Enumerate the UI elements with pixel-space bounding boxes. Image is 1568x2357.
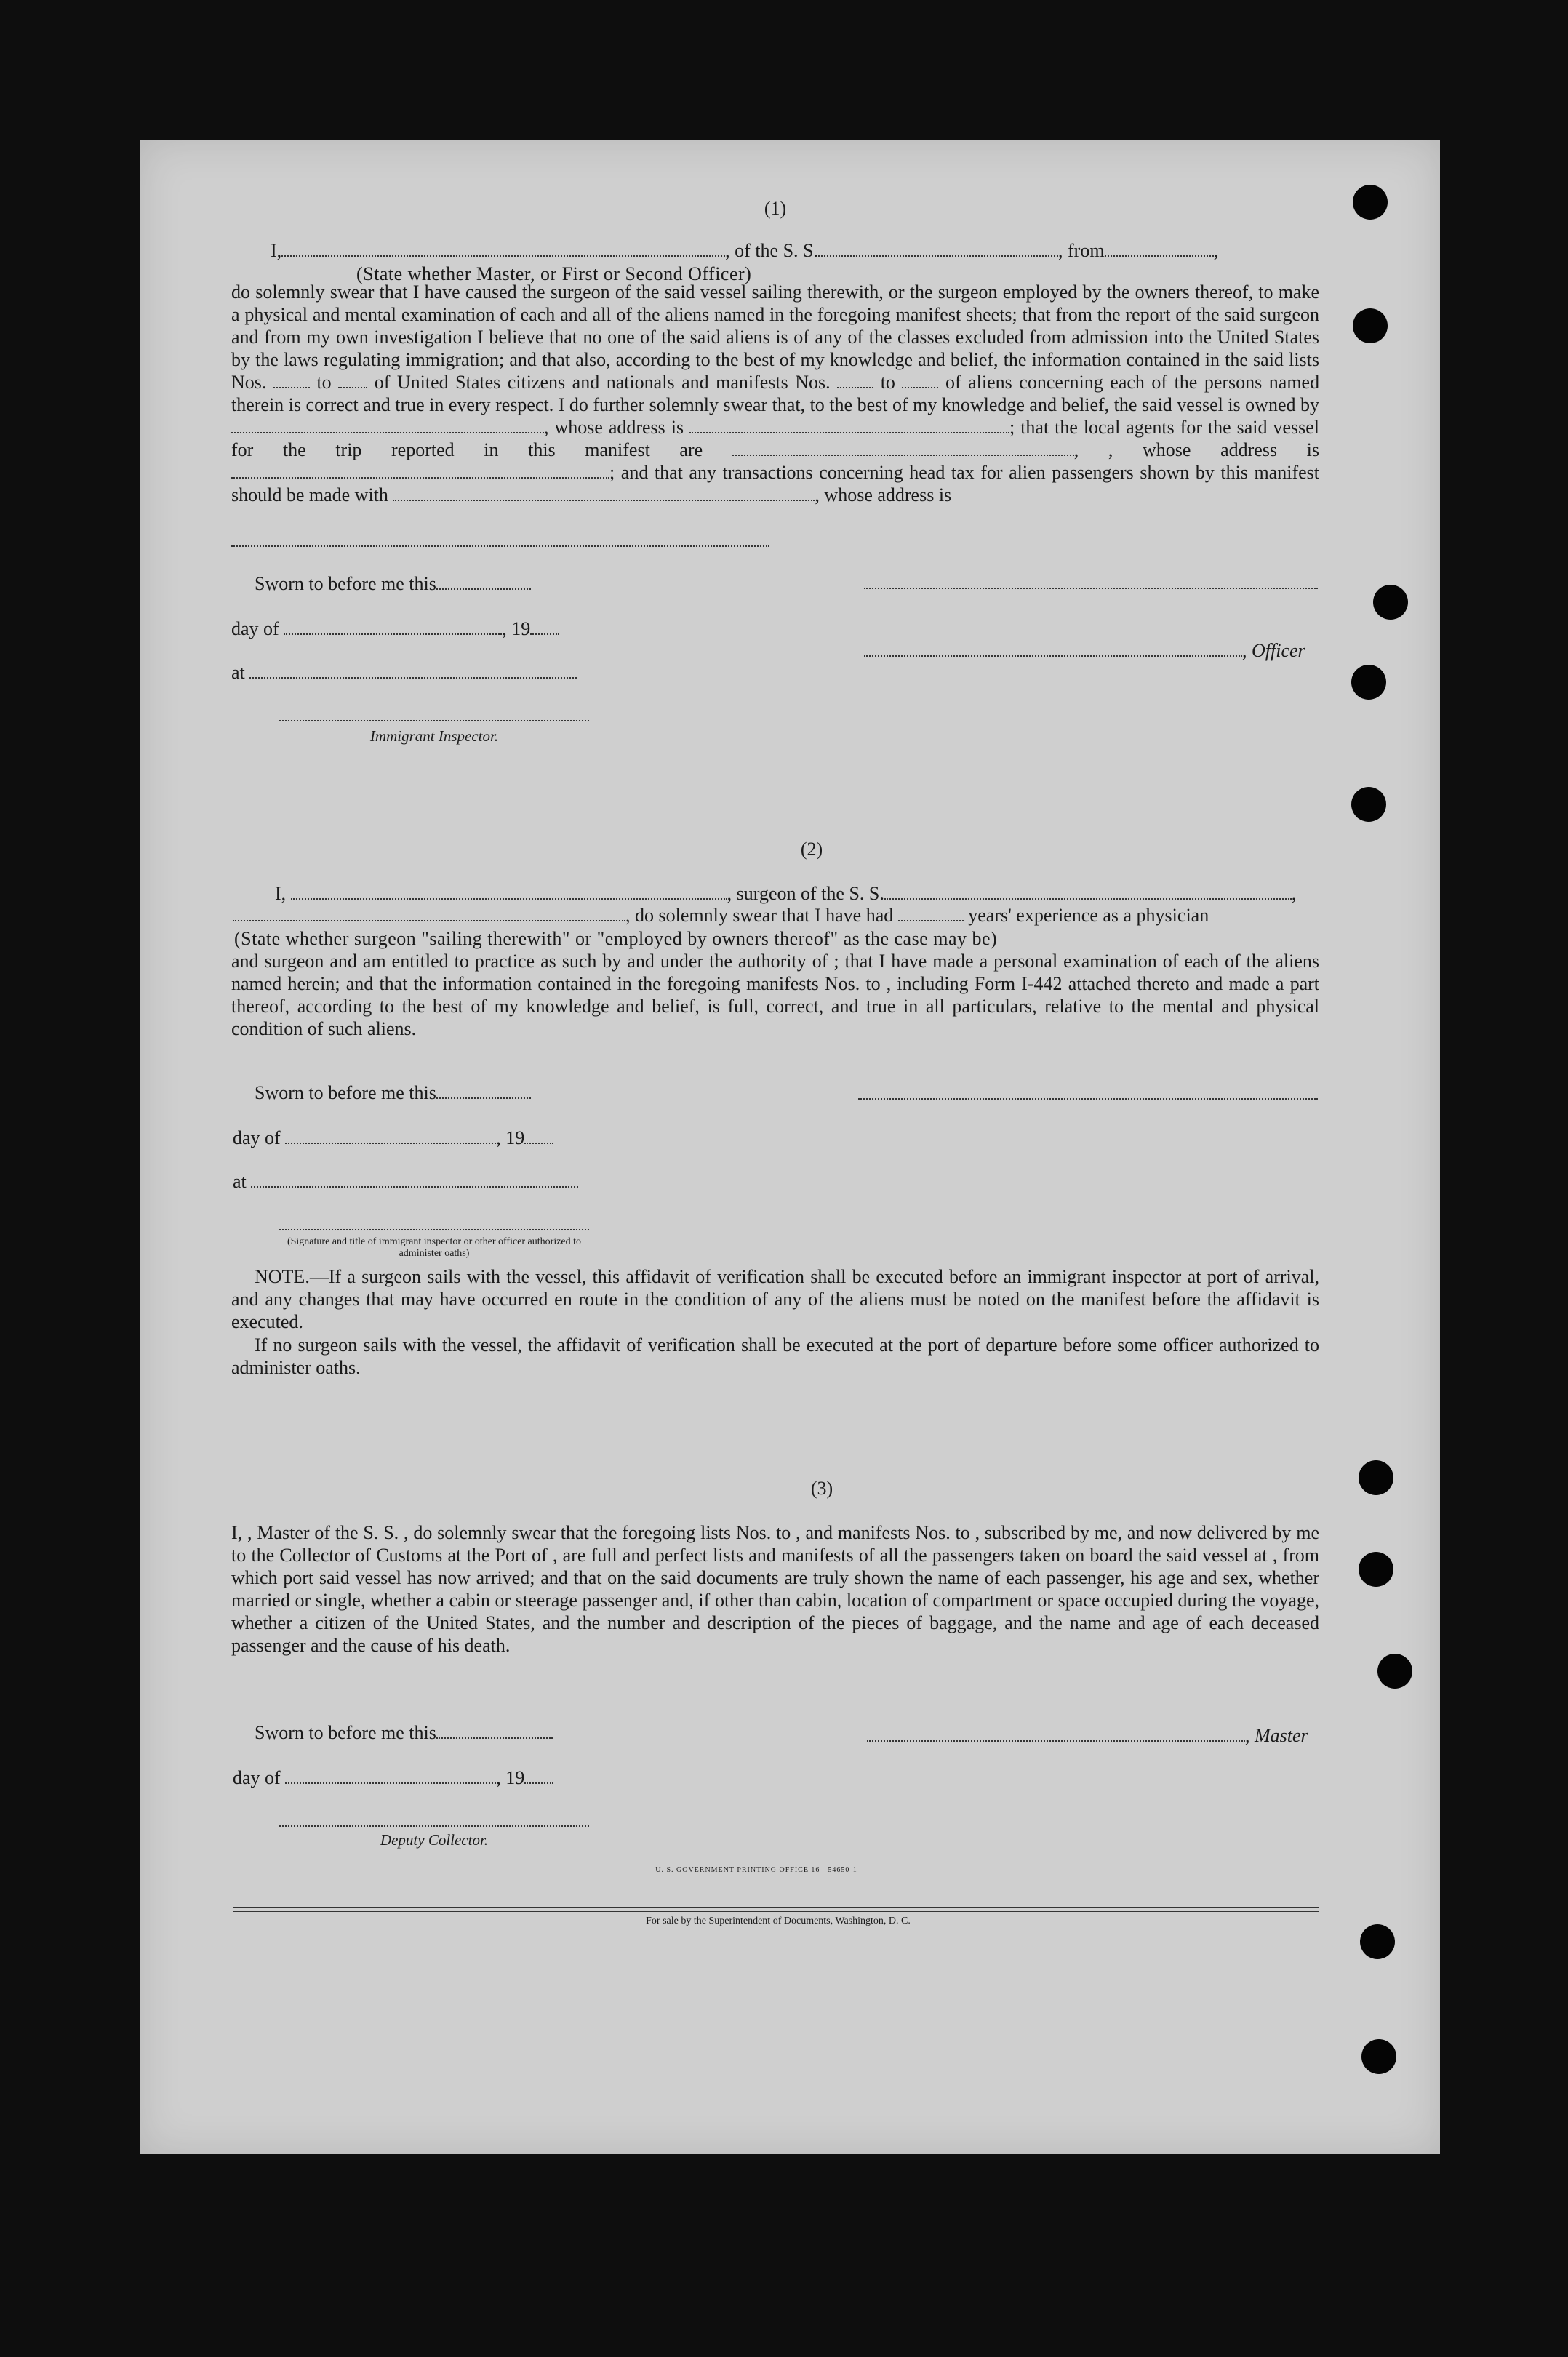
- section-1-text-g: , whose address is: [815, 484, 952, 505]
- year-field-2[interactable]: [524, 1128, 553, 1144]
- master-signature-field[interactable]: [867, 1726, 1245, 1742]
- officer-label: , Officer: [1242, 640, 1305, 661]
- punch-hole: [1377, 1654, 1412, 1689]
- deputy-signature-field[interactable]: [279, 1825, 589, 1827]
- at-label-2: at: [233, 1171, 247, 1192]
- section-1-text-f: ; and that any transactions concerning head tax for alien passengers shown by this manifest should be made with: [231, 462, 1319, 505]
- at-place-field[interactable]: [249, 663, 577, 679]
- section-3-body: I, , Master of the S. S. , do solemnly swear that the foregoing lists Nos. to , and manifests Nos. to , subscribed by me, and now delivered by me to the Collector of Customs at the Port of , are full and perfect lists and manifests of all the passengers taken on board the said vessel at , from which port said vessel has now arrived; and that on the said documents are truly shown the name of each passenger, his age and sex, whether married or single, whether a cabin or steerage passenger and, if other than cabin, location of compartment or space occupied during the voyage, whether a citizen of the United States, and the number and description of the pieces of baggage, and the name and age of each deceased passenger and the cause of his death.: [231, 1522, 1319, 1656]
- section-1-text-e: , whose address is: [1108, 439, 1319, 460]
- day-line-1: [231, 618, 559, 640]
- officer-name-field[interactable]: [864, 641, 1242, 657]
- sworn-line-3: [255, 1722, 553, 1744]
- signature-title-caption: (Signature and title of immigrant inspector or other officer authorized to administer oaths): [287, 1236, 582, 1259]
- month-field[interactable]: [284, 619, 502, 635]
- note-paragraph-1: NOTE.—If a surgeon sails with the vessel, this affidavit of verification shall be executed before an immigrant inspector at port of arrival, and any changes that may have occurred en route in the condition of any of the aliens must be noted on the manifest before the affidavit is executed.: [231, 1266, 1319, 1332]
- day-of-label-2: day of: [233, 1127, 281, 1148]
- sworn-label-3: Sworn to before me this: [255, 1722, 436, 1743]
- ship-label: , of the S. S.: [725, 240, 819, 261]
- month-field-3[interactable]: [285, 1768, 496, 1784]
- agents-field[interactable]: [732, 440, 1074, 456]
- deputy-collector-label: Deputy Collector.: [380, 1831, 489, 1849]
- section-2-oath-line: [275, 883, 1296, 905]
- officer-rank-caption: (State whether Master, or First or Second Officer): [356, 263, 752, 284]
- at-place-field-2[interactable]: [251, 1172, 578, 1188]
- year-field[interactable]: [530, 619, 559, 635]
- inspector-signature-field-2[interactable]: [279, 1229, 589, 1230]
- years-label: years' experience as a physician: [968, 905, 1209, 926]
- officer-signature-field[interactable]: [864, 588, 1318, 589]
- master-label: , Master: [1245, 1725, 1308, 1746]
- day-of-label: day of: [231, 618, 279, 639]
- punch-hole: [1359, 1552, 1393, 1587]
- sworn-day-field-3[interactable]: [436, 1723, 553, 1739]
- surgeon-signature-field[interactable]: [858, 1098, 1318, 1100]
- at-label: at: [231, 662, 245, 683]
- master-line: [867, 1725, 1308, 1747]
- year-label: , 19: [502, 618, 531, 639]
- surgeon-name-field[interactable]: [291, 884, 727, 900]
- owner-address-label: , whose address is: [544, 417, 684, 438]
- section-1-oath-line: [271, 240, 1218, 262]
- agents-address-field[interactable]: [231, 463, 609, 479]
- experience-label: , do solemnly swear that I have had: [625, 905, 894, 926]
- manifests-to-field[interactable]: [902, 372, 938, 388]
- section-1-number: (1): [764, 198, 787, 219]
- printing-office-line: U. S. GOVERNMENT PRINTING OFFICE 16—54650-1: [655, 1866, 857, 1874]
- officer-line: [864, 640, 1305, 662]
- surgeon-label: , surgeon of the S. S.: [727, 883, 884, 904]
- day-of-label-3: day of: [233, 1767, 281, 1788]
- punch-hole: [1351, 665, 1386, 700]
- officer-rank-field[interactable]: [281, 241, 725, 257]
- sworn-day-field-2[interactable]: [436, 1083, 531, 1099]
- section-1-to-2: to: [880, 372, 895, 393]
- from-label: , from: [1058, 240, 1105, 261]
- year-label-2: , 19: [496, 1127, 525, 1148]
- section-1-text-d: ; that the local agents for the said vessel for the trip reported in this manifest are: [231, 417, 1319, 460]
- ship-name-field[interactable]: [818, 241, 1058, 257]
- section-2-experience-line: [233, 905, 1209, 927]
- section-1-text-a: do solemnly swear that I have caused the surgeon of the said vessel sailing therewith, or the surgeon employed by the owners thereof, to make a physical and mental examination of each and all of the aliens named in the foregoing manifest sheets; that from the report of the said surgeon and from my own investigation I believe that no one of the said aliens is of any of the classes excluded from admission into the United States by the laws regulating immigration; and that also, according to the best of my knowledge and belief, the information contained in the said lists Nos.: [231, 281, 1319, 393]
- line-end-comma-2: ,: [1291, 883, 1297, 904]
- punch-hole: [1361, 2039, 1396, 2074]
- punch-hole: [1351, 787, 1386, 822]
- lists-to-field[interactable]: [338, 372, 367, 388]
- punch-hole: [1353, 308, 1388, 343]
- section-1-to-1: to: [316, 372, 332, 393]
- years-field[interactable]: [898, 905, 964, 921]
- day-line-3: [233, 1767, 553, 1789]
- footer-divider-thin: [233, 1911, 1319, 1912]
- section-2-number: (2): [800, 839, 823, 860]
- section-2-body: and surgeon and am entitled to practice as such by and under the authority of ; that I have made a personal examination of each of the aliens named herein; and that the information contained in the foregoing manifests Nos. to , including Form I-442 attached thereto and made a part thereof, according to the best of my knowledge and belief, is full, correct, and true in all particulars, relative to the mental and physical condition of such aliens.: [231, 951, 1319, 1039]
- from-port-field[interactable]: [1105, 241, 1214, 257]
- note-paragraph-2: If no surgeon sails with the vessel, the affidavit of verification shall be executed at the port of departure before some officer authorized to administer oaths.: [231, 1334, 1319, 1378]
- year-field-3[interactable]: [524, 1768, 553, 1784]
- at-line-1: [231, 662, 577, 684]
- lists-from-field[interactable]: [273, 372, 310, 388]
- manifests-from-field[interactable]: [837, 372, 873, 388]
- inspector-signature-field[interactable]: [279, 720, 589, 721]
- surgeon-status-field[interactable]: [233, 905, 625, 921]
- month-field-2[interactable]: [285, 1128, 496, 1144]
- section-1-text-c: of aliens concerning each of the persons named therein is correct and true in every respect. I do further solemnly swear that, to the best of my knowledge and belief, the said vessel is owned by: [231, 372, 1320, 415]
- punch-hole: [1373, 585, 1408, 620]
- section-3-number: (3): [810, 1478, 833, 1499]
- punch-hole: [1353, 185, 1388, 220]
- oath-i-label-2: I,: [275, 883, 287, 904]
- oath-i-label: I,: [271, 240, 282, 261]
- sworn-line-2: [255, 1082, 531, 1104]
- year-label-3: , 19: [496, 1767, 525, 1788]
- immigrant-inspector-label: Immigrant Inspector.: [369, 727, 499, 745]
- day-line-2: [233, 1127, 553, 1149]
- head-tax-address-field[interactable]: [231, 545, 769, 547]
- sworn-label: Sworn to before me this: [255, 573, 436, 594]
- punch-hole: [1360, 1924, 1395, 1959]
- for-sale-line: For sale by the Superintendent of Documents, Washington, D. C.: [646, 1916, 911, 1926]
- section-1-text-b: of United States citizens and nationals and manifests Nos.: [374, 372, 831, 393]
- owner-address-field[interactable]: [689, 417, 1009, 433]
- sworn-line-1: [255, 573, 531, 595]
- owner-field[interactable]: [231, 417, 544, 433]
- at-line-2: [233, 1171, 578, 1193]
- section-1-body: do solemnly swear that I have caused the surgeon of the said vessel sailing therewith, or the surgeon employed by the owners thereof, to make a physical and mental examination of each and all of the aliens named in the foregoing manifest sheets; that from the report of the said surgeon and from my own investigation I believe that no one of the said aliens is of any of the classes excluded from admission into the United States by the laws regulating immigration; and that also, according to the best of my knowledge and belief, the information contained in the said lists Nos. to of United States citizens and nationals and manifests Nos. to of aliens concerning each of the persons named therein is correct and true in every respect. I do further solemnly swear that, to the best of my knowledge and belief, the said vessel is owned by , whose address is ; that the local agents for the said vessel for the trip reported in this manifest are , , whose address is ; and that any transactions concerning head tax for alien passengers shown by this manifest should be made with , whose address is: [231, 281, 1320, 505]
- head-tax-field[interactable]: [393, 485, 815, 501]
- footer-divider: [233, 1907, 1319, 1908]
- surgeon-ship-field[interactable]: [884, 884, 1292, 900]
- surgeon-status-caption: (State whether surgeon "sailing therewith" or "employed by owners thereof" as the case may be): [234, 928, 998, 949]
- line-end-comma: ,: [1213, 240, 1219, 261]
- sworn-day-field[interactable]: [436, 574, 531, 590]
- sworn-label-2: Sworn to before me this: [255, 1082, 436, 1103]
